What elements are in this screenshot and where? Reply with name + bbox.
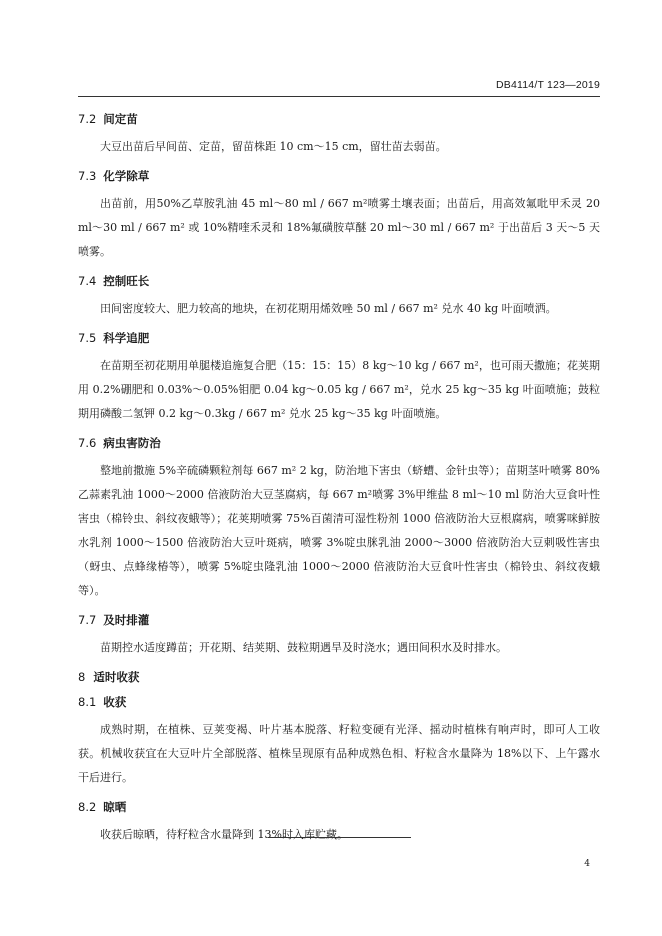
heading-7-7: 7.7 及时排灌 xyxy=(78,613,150,627)
end-of-document-rule xyxy=(268,837,411,838)
heading-7-6: 7.6 病虫害防治 xyxy=(78,436,161,450)
paragraph-7-2: 大豆出苗后早间苗、定苗，留苗株距 10 cm～15 cm，留壮苗去弱苗。 xyxy=(100,140,447,153)
paragraph-8-1: 成熟时期，在植株、豆荚变褐、叶片基本脱落、籽粒变硬有光泽、摇动时植株有响声时，即可人工收获。机械收获宜在大豆叶片全部脱落、植株呈现原有品种成熟色相、籽粒含水量降为 18%以下、上午露水干后进行。 xyxy=(78,723,600,784)
heading-7-4: 7.4 控制旺长 xyxy=(78,274,150,288)
paragraph-7-5: 在苗期至初花期用单腿楼追施复合肥（15：15：15）8 kg～10 kg / 667 m²，也可雨天撒施；花荚期用 0.2%硼肥和 0.03%～0.05%钼肥 0.04 kg～0.05 kg / 667 m²，兑水 25 kg～35 kg 叶面喷施；鼓粒期用磷酸二氢钾 0.2 kg～0.3kg / 667 m² 兑水 25 kg～35 kg 叶面喷施。 xyxy=(78,359,600,420)
heading-7-2: 7.2 间定苗 xyxy=(78,112,138,126)
page-number: 4 xyxy=(584,859,590,869)
paragraph-7-4: 田间密度较大、肥力较高的地块，在初花期用烯效唑 50 ml / 667 m² 兑水 40 kg 叶面喷洒。 xyxy=(100,302,557,315)
paragraph-8-2: 收获后晾晒，待籽粒含水量降到 13%时入库贮藏。 xyxy=(100,828,348,841)
heading-8-2: 8.2 晾晒 xyxy=(78,800,127,814)
document-body xyxy=(78,111,600,847)
heading-7-3: 7.3 化学除草 xyxy=(78,169,150,183)
paragraph-7-3: 出苗前，用50%乙草胺乳油 45 ml～80 ml / 667 m²喷雾土壤表面；出苗后，用高效氟吡甲禾灵 20 ml～30 ml / 667 m² 或 10%精喹禾灵和 18%氟磺胺草醚 20 ml～30 ml / 667 m² 于出苗后 3 天～5 天喷雾。 xyxy=(78,197,600,258)
document-code: DB4114/T 123—2019 xyxy=(495,79,600,91)
heading-8: 8 适时收获 xyxy=(78,670,140,684)
heading-8-1: 8.1 收获 xyxy=(78,695,127,709)
paragraph-7-7: 苗期控水适度蹲苗；开花期、结荚期、鼓粒期遇旱及时浇水；遇田间积水及时排水。 xyxy=(100,641,507,654)
heading-7-5: 7.5 科学追肥 xyxy=(78,331,150,345)
paragraph-7-6: 整地前撒施 5%辛硫磷颗粒剂每 667 m² 2 kg，防治地下害虫（蛴螬、金针虫等）；苗期茎叶喷雾 80%乙蒜素乳油 1000～2000 倍液防治大豆茎腐病，每 667 m²喷雾 3%甲维盐 8 ml～10 ml 防治大豆食叶性害虫（棉铃虫、斜纹夜蛾等）；花荚期喷雾 75%百菌清可湿性粉剂 1000 倍液防治大豆根腐病，喷雾咪鲜胺水乳剂 1000～1500 倍液防治大豆叶斑病，喷雾 3%啶虫脒乳油 2000～3000 倍液防治大豆刺吸性害虫（蚜虫、点蜂缘椿等），喷雾 5%啶虫隆乳油 1000～2000 倍液防治大豆食叶性害虫（棉铃虫、斜纹夜蛾等）。 xyxy=(78,464,600,597)
header-rule xyxy=(78,96,600,97)
